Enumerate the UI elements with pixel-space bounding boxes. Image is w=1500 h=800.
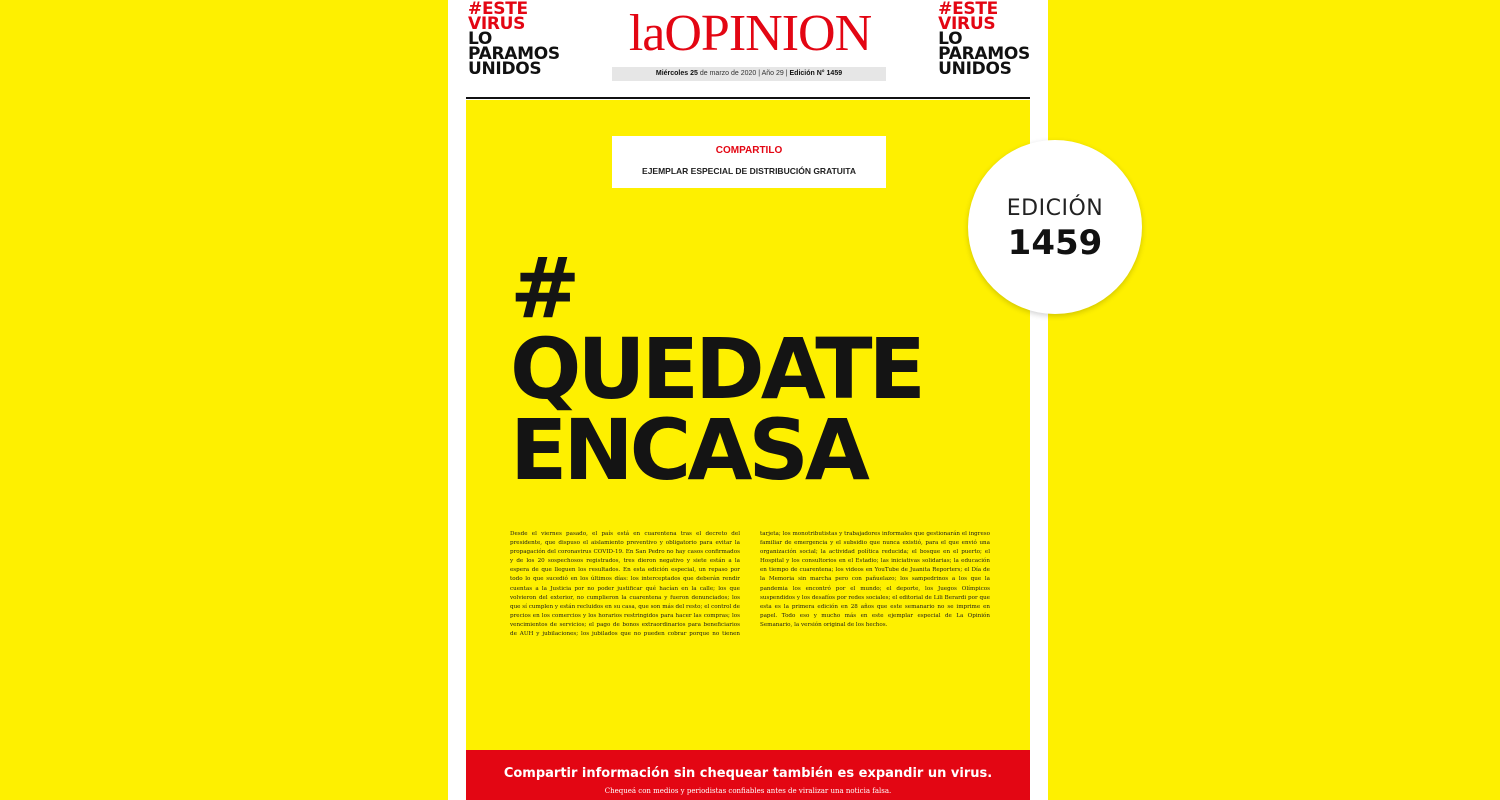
logo-name: OPINION: [664, 5, 872, 62]
cover-headline: [510, 239, 1030, 499]
cover-body-text: Desde el viernes pasado, el país está en cuarentena tras el decreto del presidente, que dispuso el aislamiento preventivo y obligatorio para evitar la propagación del coronavirus COVID-19. En San Pedro no hay casos confirmados y de los 20 sospechosos registrados, tres dieron negativo y siete están a la espera de que lleguen los resultados. En esta edición especial, un repaso por todo lo que sucedió en los últimos días: los interceptados que deberán rendir cuentas a la Justicia por no poder justificar qué hacían en la calle; los que volvieron del exterior, no cumplieron la cuarentena y fueron denunciados; los que sí cumplen y están recluidos en su casa, que son más del resto; el control de precios en los comercios y los horarios restringidos para hacer las compras; los vencimientos de servicios; el pago de bonos extraordinarios para beneficiarios de AUH y jubilaciones; los jubilados que no pueden cobrar porque no tienen tarjeta; los monotributistas y trabajadores informales que gestionarán el ingreso familiar de emergencia y el subsidio que nunca existió, para el que envió una organización social; la actividad política reducida; el bosque en el puerto; el Hospital y los consultorios en el Estadio; las iniciativas solidarias; la educación en tiempo de cuarentena; los videos en YouTube de Juanita Reporters; el Día de la Memoria sin marcha pero con pañuelazo; los sampedrinos a los que la pandemia los encontró por el mundo; el deporte, los Juegos Olímpicos suspendidos y los desafíos por redes sociales; el editorial de Lili Berardi por que esta es la primera edición en 28 años que este semanario no se imprime en papel. Todo eso y mucho más en este ejemplar especial de La Opinión Semanario, la versión original de los hechos.: [510, 531, 990, 638]
logo-prefix: la: [628, 5, 665, 62]
footer-subline: Chequeá con medios y periodistas confiables antes de viralizar una noticia falsa.: [604, 787, 892, 795]
slogan-left: [468, 2, 560, 77]
newspaper-cover: [448, 0, 1048, 800]
slogan-left-line3: LO: [468, 29, 493, 49]
newspaper-logo: [612, 4, 888, 64]
headline-line-quedate: QUEDATE: [510, 320, 922, 418]
headline-hash: #: [510, 239, 577, 337]
edition-badge-label: EDICIÓN: [1006, 196, 1104, 221]
dateline-edition: Edición N° 1459: [789, 70, 843, 77]
headline-line-encasa: ENCASA: [510, 401, 866, 499]
slogan-right-line5: UNIDOS: [938, 59, 1012, 79]
slogan-left-line5: UNIDOS: [468, 59, 542, 79]
slogan-right-line1: #ESTE: [938, 0, 998, 19]
slogan-left-line4: PARAMOS: [468, 44, 560, 64]
slogan-left-line2: VIRUS: [468, 14, 526, 34]
share-subtitle: EJEMPLAR ESPECIAL DE DISTRIBUCIÓN GRATUITA: [642, 166, 856, 176]
dateline-rest: de marzo de 2020 | Año 29 |: [699, 70, 788, 77]
header-divider: [466, 97, 1030, 99]
share-title: COMPARTILO: [715, 145, 783, 156]
share-box: [612, 136, 886, 188]
slogan-right: [938, 2, 1030, 77]
edition-badge-number: 1459: [1007, 223, 1103, 263]
dateline: [612, 67, 886, 81]
edition-badge: [968, 140, 1142, 314]
slogan-right-line4: PARAMOS: [938, 44, 1030, 64]
slogan-right-line3: LO: [938, 29, 963, 49]
slogan-left-line1: #ESTE: [468, 0, 528, 19]
slogan-right-line2: VIRUS: [938, 14, 996, 34]
cover-panel: [466, 100, 1030, 750]
footer-warning-band: [466, 750, 1030, 800]
dateline-day: Miércoles 25: [655, 70, 698, 77]
footer-headline: Compartir información sin chequear también es expandir un virus.: [503, 766, 993, 781]
masthead: [448, 0, 1048, 100]
